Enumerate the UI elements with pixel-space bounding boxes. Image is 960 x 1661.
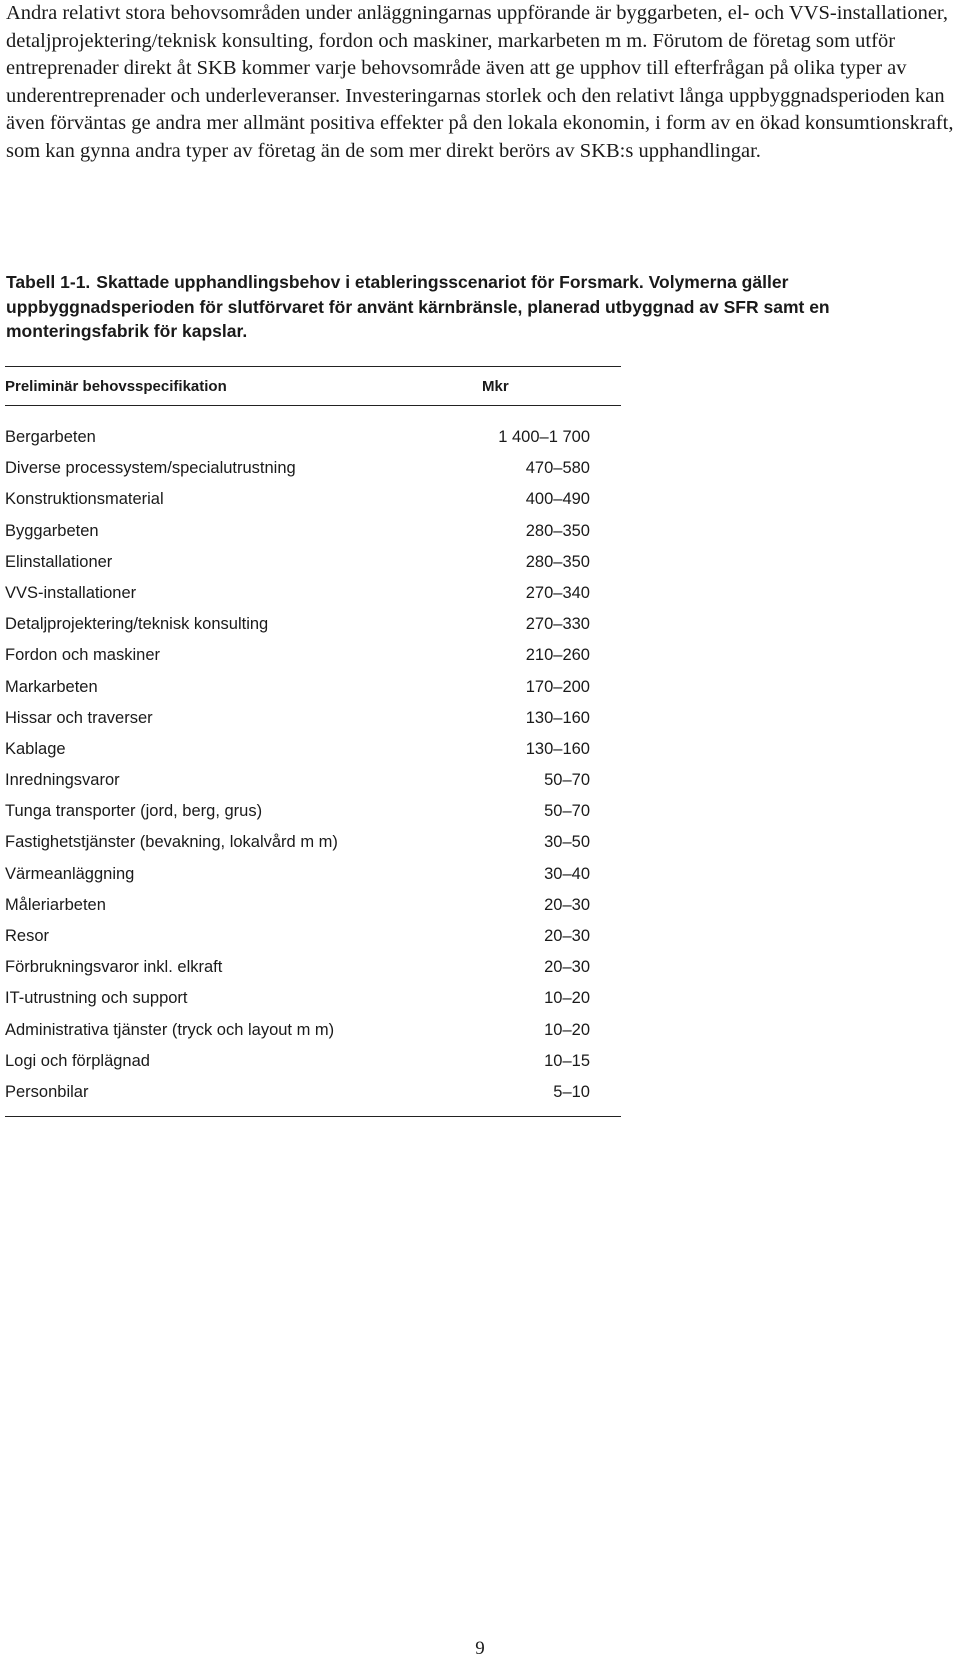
table-row	[5, 740, 621, 771]
table-row	[5, 989, 621, 1020]
table-caption	[6, 270, 956, 344]
table-bottom-rule	[5, 1116, 621, 1117]
row-specification: Fordon och maskiner	[5, 646, 160, 665]
procurement-table	[5, 366, 621, 1117]
row-specification: Markarbeten	[5, 677, 98, 696]
row-mkr: 270–340	[525, 583, 590, 602]
row-specification: Byggarbeten	[5, 521, 99, 540]
table-row	[5, 896, 621, 927]
row-specification: Elinstallationer	[5, 552, 113, 571]
row-specification: VVS-installationer	[5, 583, 137, 602]
table-body	[5, 428, 621, 1114]
table-row	[5, 709, 621, 740]
row-mkr: 5–10	[553, 1082, 590, 1101]
table-row	[5, 615, 621, 646]
table-row	[5, 1021, 621, 1052]
row-mkr: 10–15	[544, 1051, 590, 1070]
row-mkr: 50–70	[544, 802, 590, 821]
row-mkr: 400–490	[525, 490, 590, 509]
row-specification: Administrativa tjänster (tryck och layout m m)	[5, 1020, 335, 1039]
header-mkr: Mkr	[482, 378, 509, 395]
row-specification: Fastighetstjänster (bevakning, lokalvård m m)	[5, 833, 338, 852]
page-number: 9	[475, 1638, 485, 1659]
table-row	[5, 958, 621, 989]
row-specification: Bergarbeten	[5, 428, 96, 446]
row-specification: Inredningsvaror	[5, 771, 120, 790]
table-row	[5, 428, 621, 459]
row-mkr: 30–40	[544, 864, 590, 883]
row-mkr: 130–160	[525, 708, 590, 727]
table-row	[5, 459, 621, 490]
table-row	[5, 771, 621, 802]
table-row	[5, 490, 621, 521]
row-specification: Hissar och traverser	[5, 708, 153, 727]
row-mkr: 270–330	[525, 615, 590, 634]
row-specification: Värmeanläggning	[5, 864, 135, 883]
table-row	[5, 678, 621, 709]
row-mkr: 20–30	[544, 958, 590, 977]
row-specification: Kablage	[5, 739, 66, 758]
row-specification: Resor	[5, 927, 50, 945]
header-specification: Preliminär behovsspecifikation	[5, 378, 227, 395]
table-row	[5, 927, 621, 958]
table-row	[5, 802, 621, 833]
table-caption-text: Skattade upphandlingsbehov i etableringsscenariot för Forsmark. Volymerna gäller uppbyggnadsperioden för slutförvaret för använt kärnbränsle, planerad utbyggnad av SFR samt en monteringsfabrik för kapslar.	[6, 272, 830, 341]
row-specification: Tunga transporter (jord, berg, grus)	[5, 802, 263, 821]
row-mkr: 280–350	[525, 521, 590, 540]
table-row	[5, 553, 621, 584]
row-mkr: 50–70	[544, 771, 590, 790]
table-row	[5, 1052, 621, 1083]
row-specification: Logi och förplägnad	[5, 1051, 150, 1070]
row-mkr: 30–50	[544, 833, 590, 852]
row-mkr: 1 400–1 700	[498, 428, 590, 446]
table-row	[5, 584, 621, 615]
row-mkr: 20–30	[544, 927, 590, 945]
row-mkr: 210–260	[525, 646, 590, 665]
row-specification: Förbrukningsvaror inkl. elkraft	[5, 958, 223, 977]
table-row	[5, 833, 621, 864]
row-mkr: 470–580	[525, 459, 590, 478]
table-row	[5, 646, 621, 677]
row-mkr: 10–20	[544, 1020, 590, 1039]
table-header-row	[5, 367, 621, 406]
row-mkr: 10–20	[544, 989, 590, 1008]
row-specification: Detaljprojektering/teknisk konsulting	[5, 615, 269, 634]
row-specification: Konstruktionsmaterial	[5, 490, 164, 509]
row-mkr: 170–200	[525, 677, 590, 696]
row-specification: Personbilar	[5, 1082, 89, 1101]
row-mkr: 20–30	[544, 895, 590, 914]
row-mkr: 130–160	[525, 739, 590, 758]
table-row	[5, 865, 621, 896]
row-specification: Diverse processystem/specialutrustning	[5, 459, 296, 478]
table-caption-label: Tabell 1-1.	[6, 272, 91, 292]
table-row	[5, 1083, 621, 1114]
row-specification: IT-utrustning och support	[5, 989, 188, 1008]
table-row	[5, 522, 621, 553]
body-paragraph: Andra relativt stora behovsområden under anläggningarnas uppförande är byggarbeten, el- och VVS-installationer, detaljprojektering/teknisk konsulting, fordon och maskiner, markarbeten m m. Förutom de företag som utför entreprenader direkt åt SKB kommer varje behovsområde även att ge upphov till efterfrågan på olika typer av underentreprenader och underleveranser. Investeringarnas storlek och den relativt långa uppbyggnadsperioden kan även förväntas ge andra mer allmänt positiva effekter på den lokala ekonomin, i form av en ökad konsumtionskraft, som kan gynna andra typer av företag än de som mer direkt berörs av SKB:s upphandlingar.	[6, 2, 954, 162]
row-mkr: 280–350	[525, 552, 590, 571]
row-specification: Måleriarbeten	[5, 895, 106, 914]
